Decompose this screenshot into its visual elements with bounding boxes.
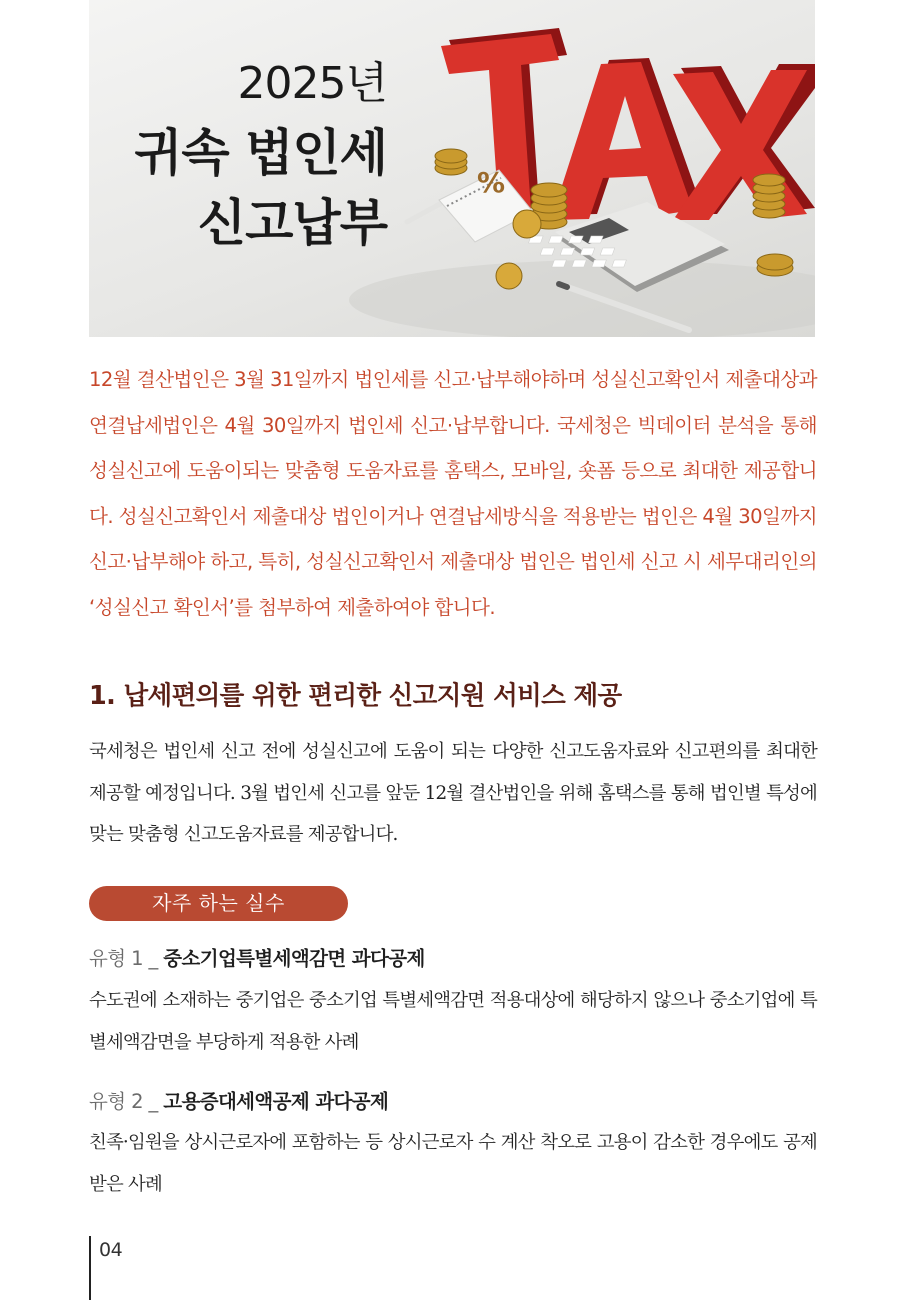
mistake-type-2-title: 고용증대세액공제 과다공제 [163,1090,389,1113]
section-body: 국세청은 법인세 신고 전에 성실신고에 도움이 되는 다양한 신고도움자료와 신고편의를 최대한 제공할 예정입니다. 3월 법인세 신고를 앞둔 12월 결산법인을 위해 홈택스를 통해 법인별 특성에 맞는 맞춤형 신고도움자료를 제공합니다. [89,741,817,845]
intro-paragraph: 12월 결산법인은 3월 31일까지 법인세를 신고·납부해야하며 성실신고확인서 제출대상과 연결납세법인은 4월 30일까지 법인세 신고·납부합니다. 국세청은 빅데이터 분석을 통해 성실신고에 도움이되는 맞춤형 도움자료를 홈택스, 모바일, 숏폼 등으로 최대한 제공합니다. 성실신고확인서 제출대상 법인이거나 연결납세방식을 적용받는 법인은 4월 30일까지 신고·납부해야 하고, 특히, 성실신고확인서 제출대상 법인은 법인세 신고 시 세무대리인의 ‘성실신고 확인서’를 첨부하여 제출하여야 합니다. [89,368,817,619]
section-heading: 1. 납세편의를 위한 편리한 신고지원 서비스 제공 [89,681,622,711]
hero-title [134,58,387,268]
svg-text:%: % [477,166,506,199]
mistake-type-1-body: 수도권에 소재하는 중기업은 중소기업 특별세액감면 적용대상에 해당하지 않으나 중소기업에 특별세액감면을 부당하게 적용한 사례 [89,990,817,1053]
mistake-type-2-heading [89,1086,388,1114]
hero-title-line-1: 귀속 법인세 [134,124,387,182]
percent-sign-icon [477,166,505,199]
mistake-type-1-heading [89,943,425,971]
page-number-rule [89,1236,91,1300]
page-number: 04 [99,1239,123,1261]
common-mistakes-label: 자주 하는 실수 [89,886,348,921]
mistake-type-1-tag: 유형 1 _ [89,947,164,970]
mistake-type-2-body: 친족·임원을 상시근로자에 포함하는 등 상시근로자 수 계산 착오로 고용이 감소한 경우에도 공제받은 사례 [89,1132,817,1195]
mistake-type-2-tag: 유형 2 _ [89,1090,164,1113]
hero-title-line-2: 신고납부 [197,194,387,252]
hero-banner [89,0,815,337]
mistake-type-1-title: 중소기업특별세액감면 과다공제 [163,947,425,970]
hero-year: 2025년 [237,58,387,109]
